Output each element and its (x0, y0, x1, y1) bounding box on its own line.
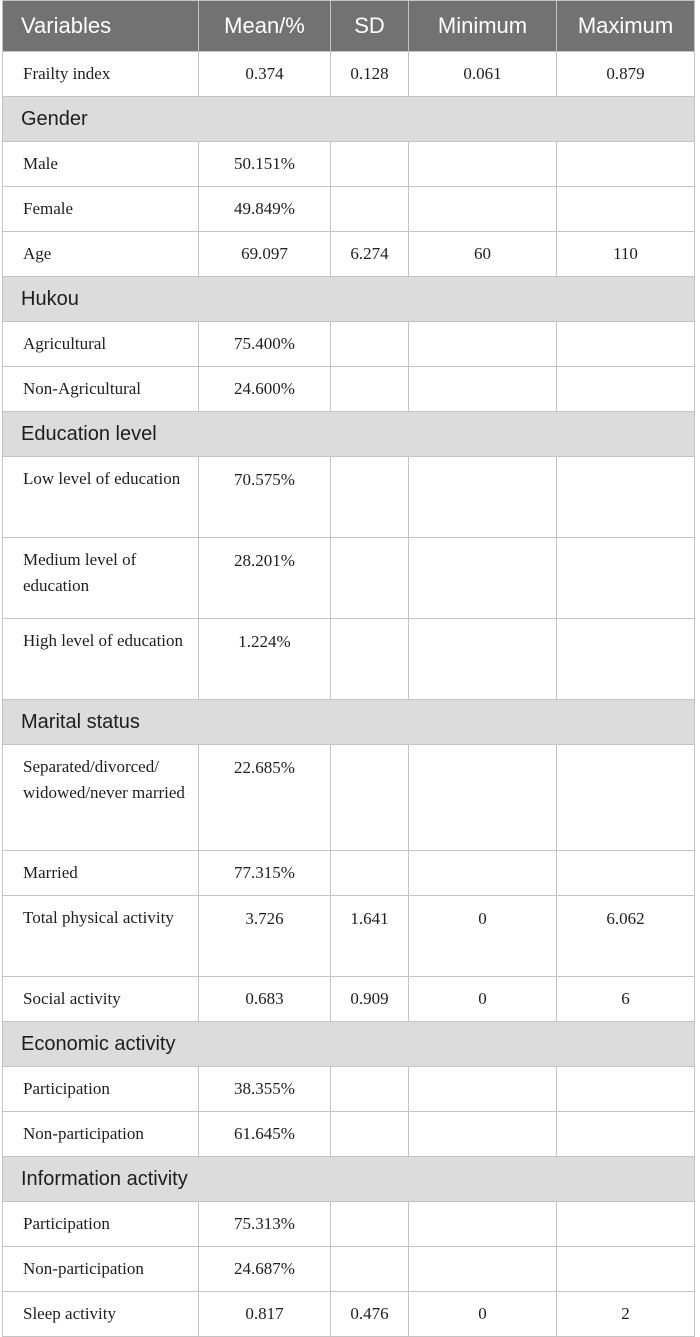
table-row (3, 1067, 695, 1112)
row-sd (331, 1067, 409, 1112)
row-max (557, 619, 695, 700)
row-mean: 1.224% (199, 619, 331, 700)
row-max: 2 (557, 1292, 695, 1337)
row-min (409, 367, 557, 412)
section-row (3, 412, 695, 457)
row-min (409, 142, 557, 187)
row-max (557, 322, 695, 367)
row-label: Low level of education (3, 457, 199, 538)
section-row (3, 1157, 695, 1202)
row-label: Age (3, 232, 199, 277)
row-sd: 1.641 (331, 896, 409, 977)
row-mean: 3.726 (199, 896, 331, 977)
section-title: Economic activity (3, 1022, 695, 1067)
row-sd (331, 851, 409, 896)
row-mean: 69.097 (199, 232, 331, 277)
row-sd (331, 457, 409, 538)
row-min (409, 322, 557, 367)
row-min (409, 745, 557, 851)
row-max (557, 1112, 695, 1157)
row-min (409, 1112, 557, 1157)
table-row (3, 457, 695, 538)
section-title: Information activity (3, 1157, 695, 1202)
header-maximum: Maximum (557, 1, 695, 52)
row-sd: 0.128 (331, 52, 409, 97)
table-row (3, 1247, 695, 1292)
row-label: Married (3, 851, 199, 896)
row-min: 0 (409, 977, 557, 1022)
row-label: Non-participation (3, 1112, 199, 1157)
row-label: Participation (3, 1067, 199, 1112)
row-max (557, 538, 695, 619)
header-variables: Variables (3, 1, 199, 52)
row-min (409, 1202, 557, 1247)
table-row (3, 322, 695, 367)
row-mean: 28.201% (199, 538, 331, 619)
row-max (557, 1247, 695, 1292)
header-row (3, 1, 695, 52)
row-min (409, 187, 557, 232)
row-max (557, 367, 695, 412)
row-sd (331, 745, 409, 851)
row-max (557, 745, 695, 851)
row-max (557, 851, 695, 896)
table-row (3, 142, 695, 187)
row-max: 0.879 (557, 52, 695, 97)
row-sd (331, 1112, 409, 1157)
row-label: Separated/divorced/ widowed/never married (3, 745, 199, 851)
table-row (3, 538, 695, 619)
table-row (3, 367, 695, 412)
table-row (3, 1202, 695, 1247)
row-min: 0.061 (409, 52, 557, 97)
row-max: 6.062 (557, 896, 695, 977)
descriptive-statistics-table (2, 0, 695, 1337)
row-mean: 22.685% (199, 745, 331, 851)
row-label: High level of education (3, 619, 199, 700)
row-mean: 61.645% (199, 1112, 331, 1157)
row-mean: 38.355% (199, 1067, 331, 1112)
row-mean: 0.374 (199, 52, 331, 97)
row-mean: 75.313% (199, 1202, 331, 1247)
row-mean: 49.849% (199, 187, 331, 232)
row-max: 6 (557, 977, 695, 1022)
row-label: Male (3, 142, 199, 187)
table-row (3, 1112, 695, 1157)
row-mean: 24.687% (199, 1247, 331, 1292)
header-minimum: Minimum (409, 1, 557, 52)
row-sd: 0.476 (331, 1292, 409, 1337)
row-min: 0 (409, 896, 557, 977)
table-row (3, 851, 695, 896)
row-max (557, 457, 695, 538)
row-label: Total physical activity (3, 896, 199, 977)
row-max (557, 1067, 695, 1112)
row-sd (331, 1202, 409, 1247)
row-mean: 24.600% (199, 367, 331, 412)
row-sd (331, 619, 409, 700)
row-label: Medium level of education (3, 538, 199, 619)
row-mean: 77.315% (199, 851, 331, 896)
row-max (557, 1202, 695, 1247)
row-sd (331, 1247, 409, 1292)
header-mean: Mean/% (199, 1, 331, 52)
row-sd (331, 322, 409, 367)
row-min (409, 1247, 557, 1292)
section-row (3, 97, 695, 142)
row-label: Sleep activity (3, 1292, 199, 1337)
row-min (409, 619, 557, 700)
section-title: Hukou (3, 277, 695, 322)
row-label: Social activity (3, 977, 199, 1022)
row-label: Agricultural (3, 322, 199, 367)
row-mean: 75.400% (199, 322, 331, 367)
row-label: Female (3, 187, 199, 232)
table-row (3, 977, 695, 1022)
row-label: Non-participation (3, 1247, 199, 1292)
section-row (3, 700, 695, 745)
row-min (409, 1067, 557, 1112)
row-mean: 50.151% (199, 142, 331, 187)
section-row (3, 1022, 695, 1067)
row-sd (331, 538, 409, 619)
section-title: Gender (3, 97, 695, 142)
row-min (409, 538, 557, 619)
header-sd: SD (331, 1, 409, 52)
table-row (3, 745, 695, 851)
row-max: 110 (557, 232, 695, 277)
row-sd: 0.909 (331, 977, 409, 1022)
table-row (3, 1292, 695, 1337)
row-mean: 70.575% (199, 457, 331, 538)
row-min (409, 851, 557, 896)
row-sd (331, 142, 409, 187)
row-label: Frailty index (3, 52, 199, 97)
table-row (3, 52, 695, 97)
row-min (409, 457, 557, 538)
row-mean: 0.683 (199, 977, 331, 1022)
table-row (3, 896, 695, 977)
row-label: Non-Agricultural (3, 367, 199, 412)
table-row (3, 232, 695, 277)
row-min: 60 (409, 232, 557, 277)
table-row (3, 619, 695, 700)
section-row (3, 277, 695, 322)
table-row (3, 187, 695, 232)
row-min: 0 (409, 1292, 557, 1337)
row-mean: 0.817 (199, 1292, 331, 1337)
row-sd: 6.274 (331, 232, 409, 277)
row-sd (331, 367, 409, 412)
section-title: Marital status (3, 700, 695, 745)
row-max (557, 142, 695, 187)
section-title: Education level (3, 412, 695, 457)
row-label: Participation (3, 1202, 199, 1247)
row-sd (331, 187, 409, 232)
row-max (557, 187, 695, 232)
